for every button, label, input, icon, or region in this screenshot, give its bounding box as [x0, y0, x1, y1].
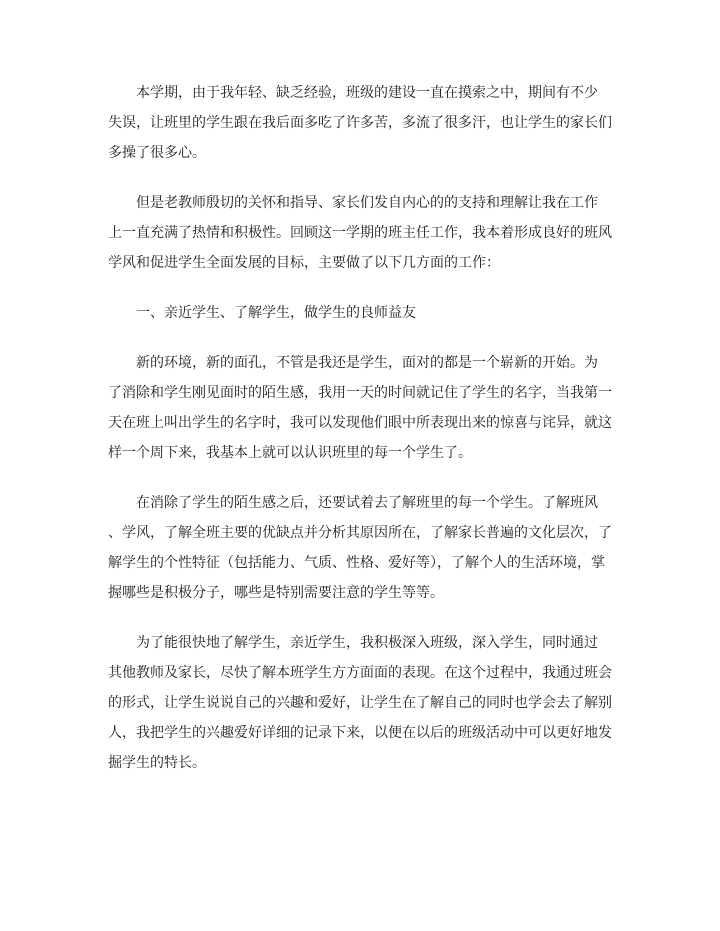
text-line: 其他教师及家长，尽快了解本班学生方方面面的表现。在这个过程中，我通过班会	[108, 665, 612, 681]
text-line: 握哪些是积极分子，哪些是特别需要注意的学生等等。	[108, 585, 444, 601]
text-line: 本学期，由于我年轻、缺乏经验，班级的建设一直在摸索之中，期间有不少	[136, 85, 598, 101]
text-line: 解学生的个性特征（包括能力、气质、性格、爱好等），了解个人的生活环境，掌	[108, 555, 605, 571]
text-line: 人，我把学生的兴趣爱好详细的记录下来，以便在以后的班级活动中可以更好地发	[108, 725, 612, 741]
text-line: 掘学生的特长。	[108, 755, 206, 771]
text-line: 天在班上叫出学生的名字时，我可以发现他们眼中所表现出来的惊喜与诧异，就这	[108, 415, 612, 431]
text-line: 、学风，了解全班主要的优缺点并分析其原因所在，了解家长普遍的文化层次，了	[108, 525, 612, 541]
text-line: 多操了很多心。	[108, 145, 206, 161]
text-line: 的形式，让学生说说自己的兴趣和爱好，让学生在了解自己的同时也学会去了解别	[108, 695, 612, 711]
paragraph-5	[108, 628, 612, 778]
paragraph-2	[108, 188, 612, 278]
text-line: 为了能很快地了解学生，亲近学生，我积极深入班级，深入学生，同时通过	[136, 635, 598, 651]
text-line: 上一直充满了热情和积极性。回顾这一学期的班主任工作，我本着形成良好的班风	[108, 225, 612, 241]
text-line: 失误，让班里的学生跟在我后面多吃了许多苦，多流了很多汗，也让学生的家长们	[108, 115, 612, 131]
text-line: 在消除了学生的陌生感之后，还要试着去了解班里的每一个学生。了解班风	[136, 495, 598, 511]
text-line: 样一个周下来，我基本上就可以认识班里的每一个学生了。	[108, 445, 472, 461]
section-heading-text: 一、亲近学生、了解学生，做学生的良师益友	[136, 305, 416, 321]
section-heading	[108, 298, 608, 328]
text-line: 但是老教师殷切的关怀和指导、家长们发自内心的的支持和理解让我在工作	[136, 195, 598, 211]
text-line: 学风和促进学生全面发展的目标，主要做了以下几方面的工作：	[108, 255, 500, 271]
paragraph-3	[108, 348, 612, 468]
text-line: 了消除和学生刚见面时的陌生感，我用一天的时间就记住了学生的名字，当我第一	[108, 385, 612, 401]
text-line: 新的环境，新的面孔，不管是我还是学生，面对的都是一个崭新的开始。为	[136, 355, 598, 371]
paragraph-4	[108, 488, 612, 608]
paragraph-1	[108, 78, 612, 168]
document-body	[108, 78, 612, 798]
